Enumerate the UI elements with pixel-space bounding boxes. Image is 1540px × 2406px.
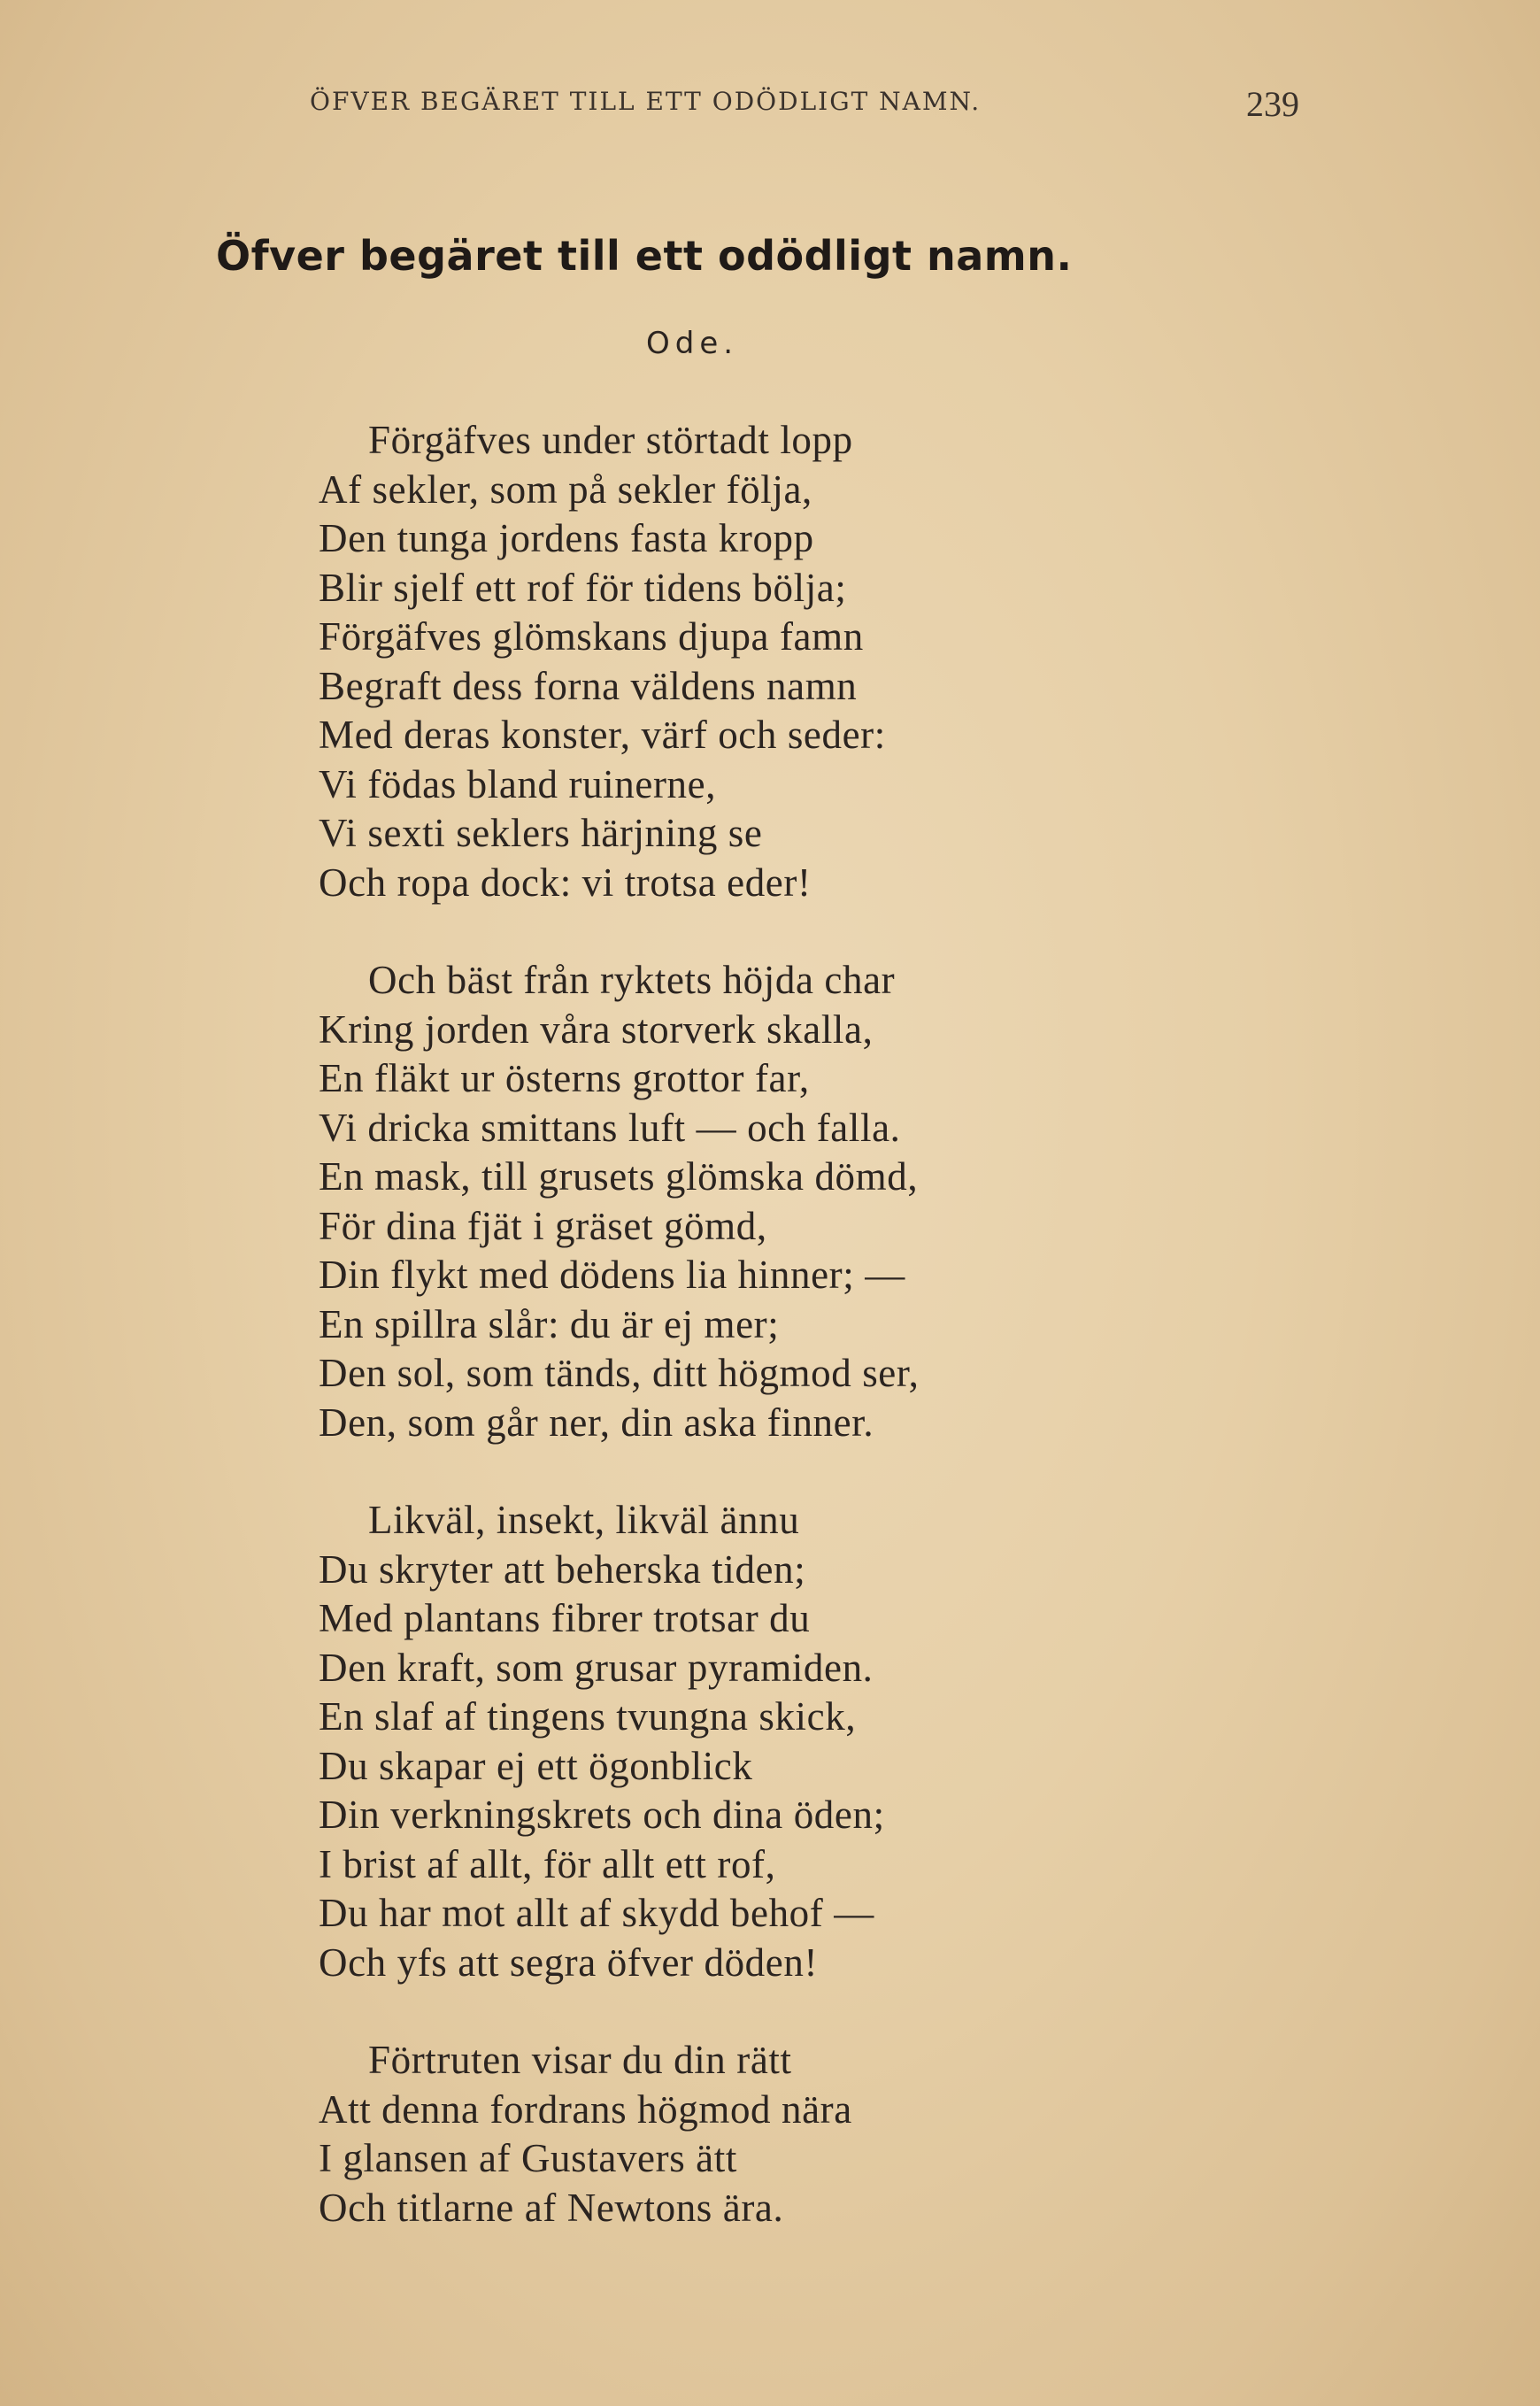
running-head: ÖFVER BEGÄRET TILL ETT ODÖDLIGT NAMN.	[310, 87, 982, 116]
poem-line: En slaf af tingens tvungna skick,	[319, 1694, 857, 1739]
poem-line: Förtruten visar du din rätt	[368, 2038, 792, 2082]
poem-line: Du skryter att beherska tiden;	[319, 1546, 806, 1592]
poem-line: Och bäst från ryktets höjda char	[368, 958, 896, 1002]
poem-line: Af sekler, som på sekler följa,	[319, 467, 812, 512]
poem-line: Den, som går ner, din aska finner.	[319, 1400, 874, 1445]
poem-line: En spillra slår: du är ej mer;	[319, 1301, 780, 1346]
page-number: 239	[1246, 84, 1299, 124]
poem-line: Likväl, insekt, likväl ännu	[368, 1498, 800, 1542]
poem-line: Du har mot allt af skydd behof —	[319, 1891, 874, 1935]
stanza-3	[319, 1496, 1469, 1987]
poem-line: Den sol, som tänds, ditt högmod ser,	[319, 1351, 920, 1395]
poem-line: Blir sjelf ett rof för tidens bölja;	[319, 565, 847, 610]
poem-line: Och yfs att segra öfver döden!	[319, 1939, 819, 1985]
poem-line: Vi sexti seklers härjning se	[319, 811, 763, 855]
poem-line: Den tunga jordens fasta kropp	[319, 516, 814, 560]
poem-title: Öfver begäret till ett odödligt namn.	[216, 232, 1073, 280]
poem-line: I brist af allt, för allt ett rof,	[319, 1841, 776, 1886]
poem-line: Förgäfves glömskans djupa famn	[319, 614, 864, 659]
stanza-2	[319, 956, 1469, 1447]
poem-line: För dina fjät i gräset gömd,	[319, 1203, 767, 1248]
poem-line: Du skapar ej ett ögonblick	[319, 1743, 753, 1788]
poem-body	[319, 416, 1469, 2281]
poem-line: I glansen af Gustavers ätt	[319, 2136, 737, 2180]
poem-line: Och titlarne af Newtons ära.	[319, 2185, 784, 2230]
poem-line: En mask, till grusets glömska dömd,	[319, 1154, 919, 1199]
poem-line: Den kraft, som grusar pyramiden.	[319, 1645, 874, 1690]
poem-line: Din verkningskrets och dina öden;	[319, 1793, 885, 1837]
poem-line: Begraft dess forna väldens namn	[319, 663, 858, 708]
stanza-4	[319, 2036, 1469, 2232]
poem-line: Vi dricka smittans luft — och falla.	[319, 1105, 901, 1150]
poem-line: Din flykt med dödens lia hinner; —	[319, 1253, 905, 1297]
poem-line: Och ropa dock: vi trotsa eder!	[319, 860, 812, 905]
poem-line: Att denna fordrans högmod nära	[319, 2086, 852, 2132]
poem-line: Med plantans fibrer trotsar du	[319, 1596, 811, 1640]
poem-line: Vi födas bland ruinerne,	[319, 761, 717, 806]
poem-line: Kring jorden våra storverk skalla,	[319, 1006, 874, 1052]
poem-line: Med deras konster, värf och seder:	[319, 713, 886, 757]
poem-subtitle: Ode.	[646, 326, 739, 361]
stanza-1	[319, 416, 1469, 907]
poem-line: Förgäfves under störtadt lopp	[368, 418, 853, 462]
poem-line: En fläkt ur österns grottor far,	[319, 1056, 810, 1100]
